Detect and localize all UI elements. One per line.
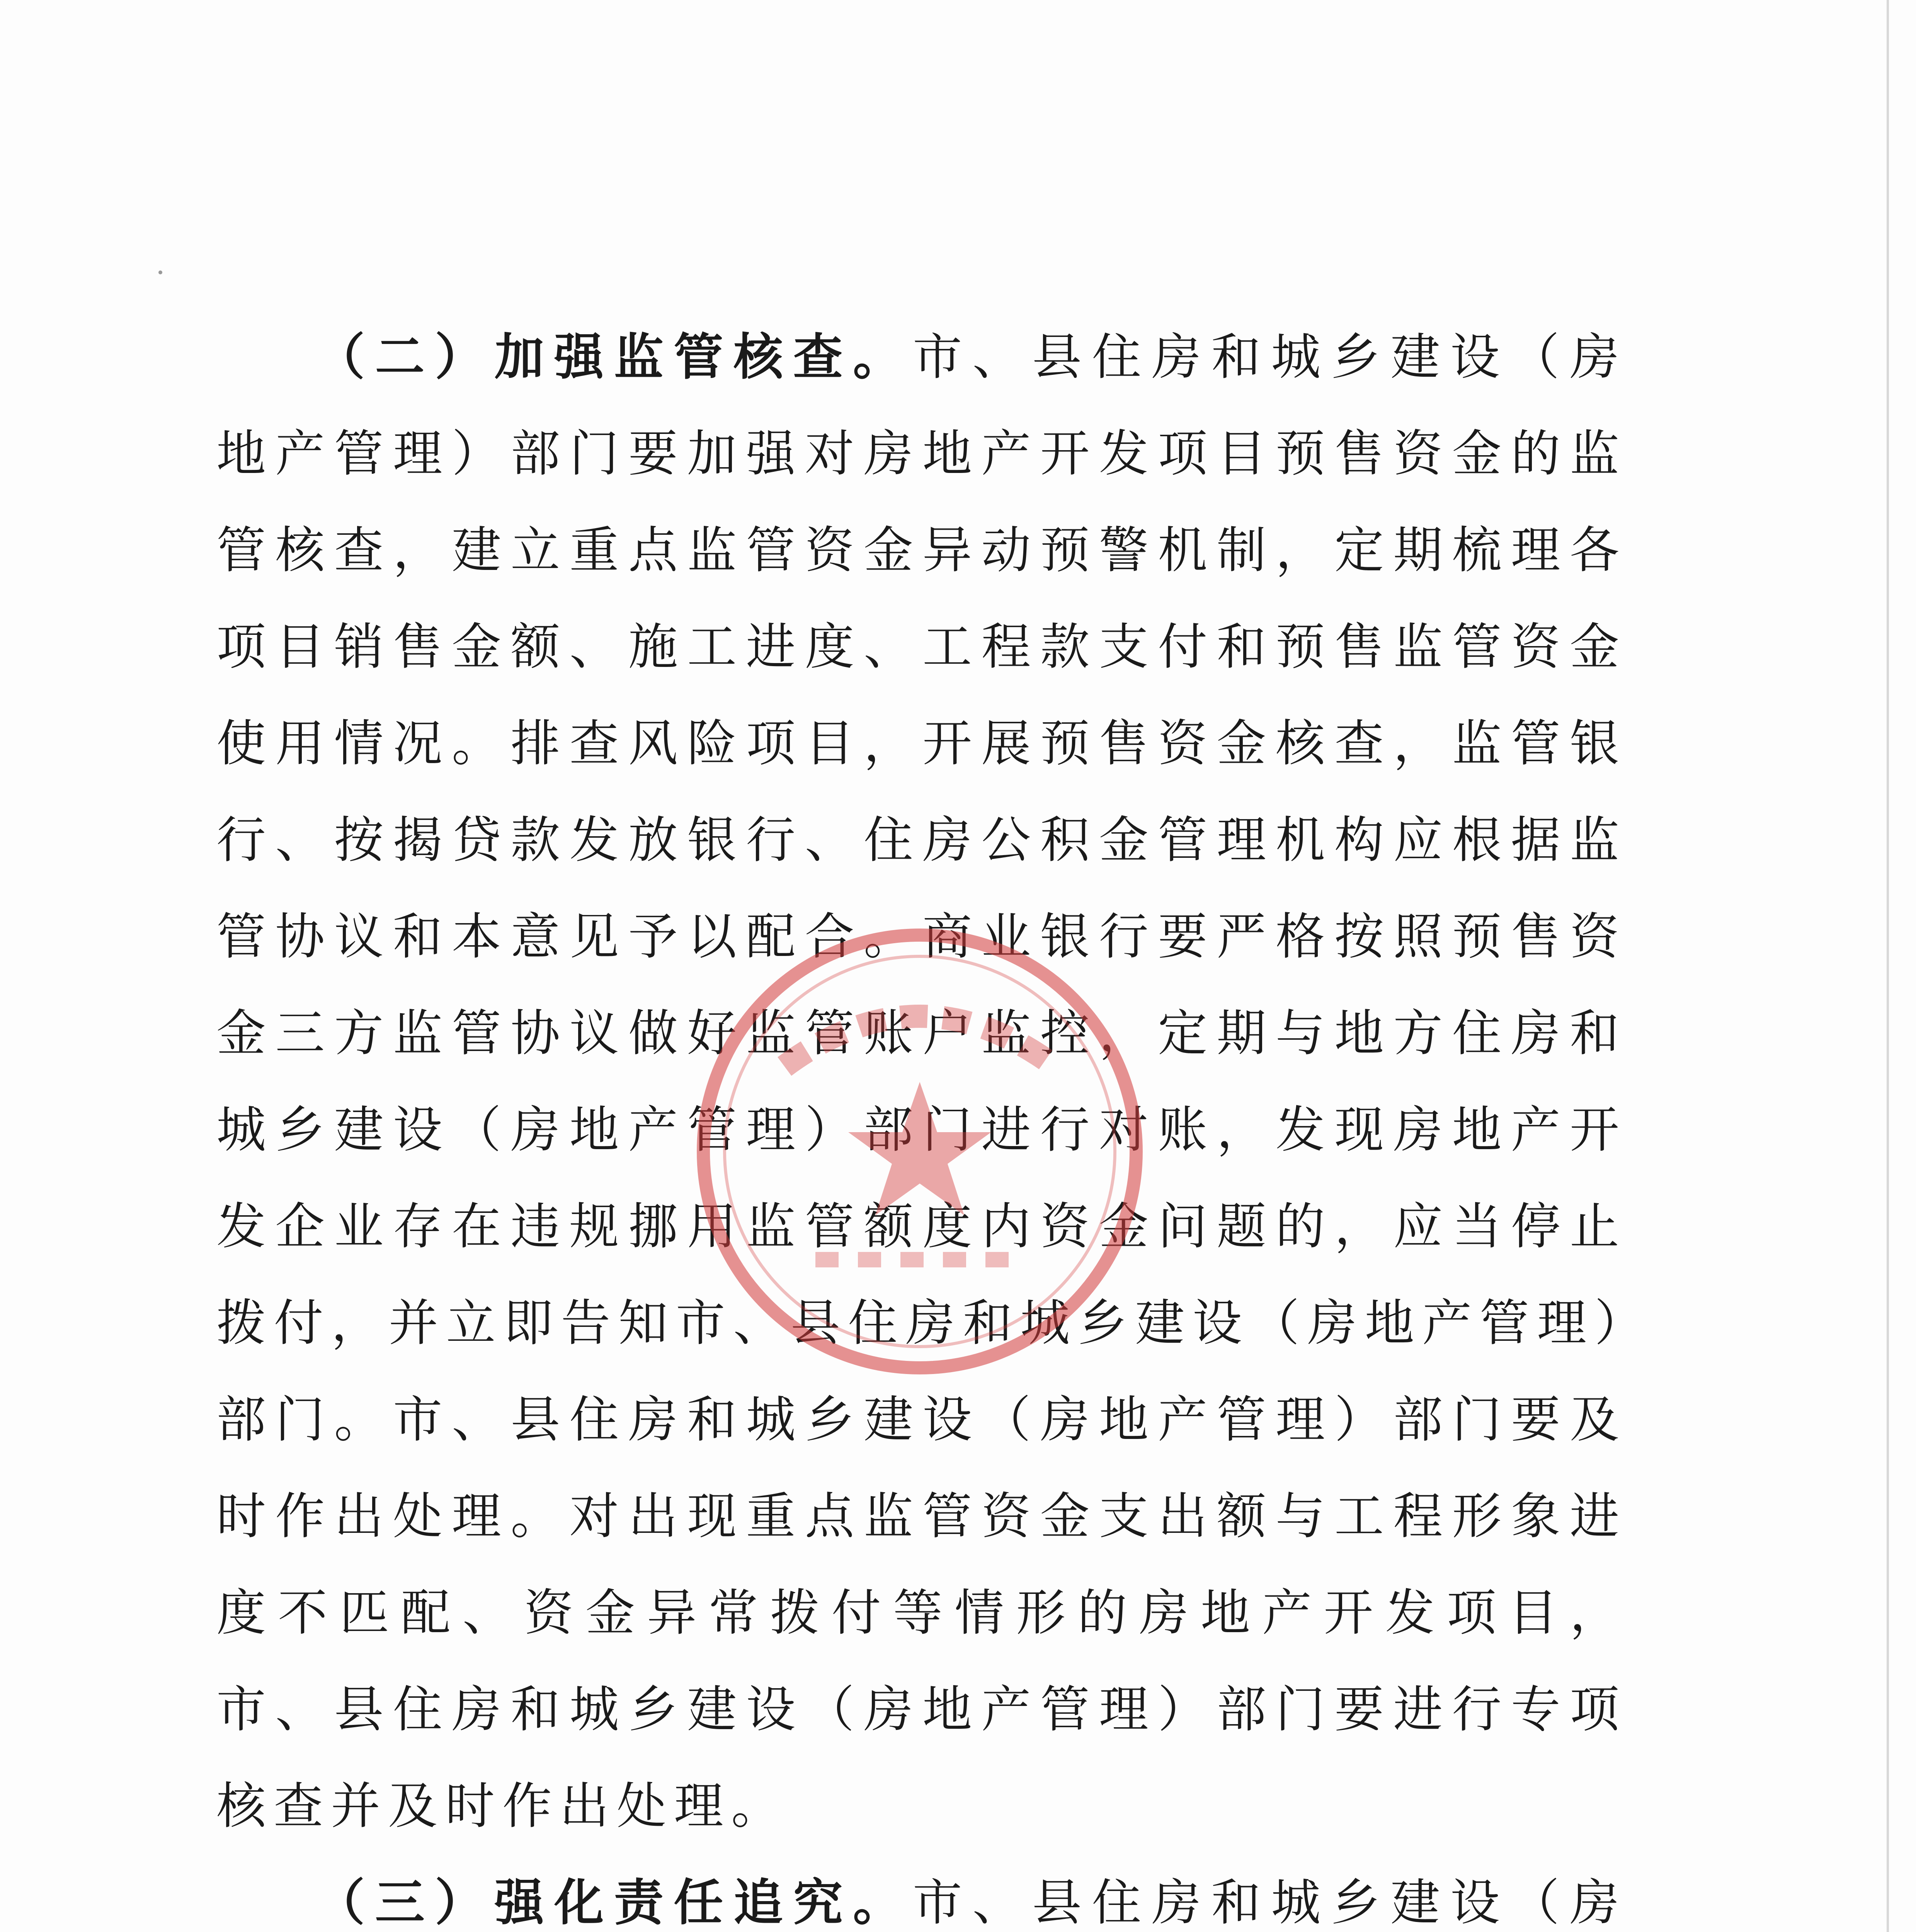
paragraph-strengthen-supervision [216, 309, 1627, 1855]
paragraph-heading: （二）加强监管核查。 [315, 328, 913, 386]
paragraph-text: 市、县住房和城乡建设（房 [912, 1874, 1627, 1932]
paragraph-text: 市、县住房和城乡建设（房地产管理）部门要加强对房地产开发项目预售资金的监管核查，建立重点监管资金异动预警机制，定期梳理各项目销售金额、施工进度、工程款支付和预售监管资金使用情况。排查风险项目，开展预售资金核查，监管银行、按揭贷款发放银行、住房公积金管理机构应根据监管协议和本意见予以配合。商业银行要严格按照预售资金三方监管协议做好监管账户监控，定期与地方住房和城乡建设（房地产管理）部门进行对账，发现房地产开发企业存在违规挪用监管额度内资金问题的，应当停止拨付，并立即告知市、县住房和城乡建设（房地产管理）部门。市、县住房和城乡建设（房地产管理）部门要及时作出处理。对出现重点监管资金支出额与工程形象进度不匹配、资金异常拨付等情形的房地产开发项目，市、县住房和城乡建设（房地产管理）部门要进行专项核查并及时作出处理。 [216, 328, 1627, 1835]
paragraph-heading: （三）强化责任追究。 [315, 1874, 913, 1932]
document-body [216, 309, 1627, 1932]
scan-dust-mark [158, 270, 162, 274]
paragraph-accountability [216, 1855, 1627, 1932]
scan-edge-line [1887, 0, 1889, 1932]
